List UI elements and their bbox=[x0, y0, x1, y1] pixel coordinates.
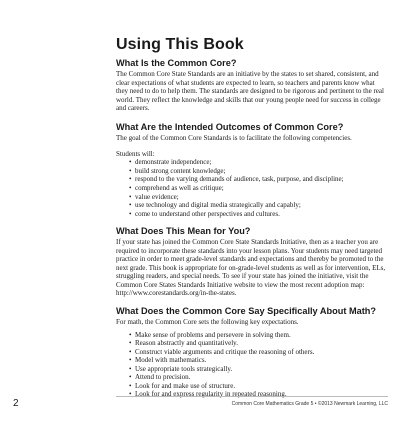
section-body: If your state has joined the Common Core State Standards Initiative, then as a teacher you are required to incorporate these standards into your lesson plans. Your students may need targeted practice in order to meet grade-level standards and expectations and thereby be promoted to the next grade. This book is appropriate for on-grade-level students as well as for intervention, ELs, struggling readers, and special needs. To see if your state has joined the initiative, visit the Common Core States Standards Initiative website to view the most recent adoption map: http://www.corestandards.org/in-the-states. bbox=[116, 238, 386, 298]
list-item bbox=[129, 175, 388, 184]
page-content bbox=[116, 35, 388, 408]
list-item-text: Reason abstractly and quantitatively. bbox=[135, 339, 238, 348]
list-item-text: Attend to precision. bbox=[135, 373, 191, 382]
list-item-text: Make sense of problems and persevere in solving them. bbox=[135, 330, 291, 339]
list-item bbox=[129, 158, 388, 167]
section-heading: What Does This Mean for You? bbox=[116, 226, 251, 237]
list-item bbox=[129, 210, 388, 219]
footer-divider bbox=[116, 396, 388, 397]
bullet-icon: • bbox=[129, 183, 132, 192]
bullet-icon: • bbox=[129, 209, 132, 218]
bullet-icon: • bbox=[129, 347, 132, 356]
section-body: The goal of the Common Core Standards is to facilitate the following competencies. bbox=[116, 134, 352, 143]
section-heading: What Is the Common Core? bbox=[116, 58, 237, 68]
bullet-icon: • bbox=[129, 373, 132, 382]
list-item-text: Construct viable arguments and critique the reasoning of others. bbox=[135, 347, 315, 356]
math-expectations-list bbox=[116, 331, 388, 399]
section-intended-outcomes bbox=[116, 122, 388, 218]
list-item-text: Model with mathematics. bbox=[135, 356, 207, 365]
bullet-icon: • bbox=[129, 364, 132, 373]
list-item-text: come to understand other perspectives and cultures. bbox=[135, 209, 280, 218]
list-item bbox=[129, 390, 388, 399]
list-item-text: build strong content knowledge; bbox=[135, 166, 226, 175]
outcomes-list bbox=[116, 158, 388, 218]
list-item bbox=[129, 184, 388, 193]
list-item bbox=[129, 373, 388, 382]
list-lead: Students will: bbox=[116, 149, 155, 158]
list-item bbox=[129, 193, 388, 202]
list-item-text: Use appropriate tools strategically. bbox=[135, 364, 233, 373]
bullet-icon: • bbox=[129, 175, 132, 184]
list-item-text: comprehend as well as critique; bbox=[135, 183, 224, 192]
list-item bbox=[129, 201, 388, 210]
footer-credit: Common Core Mathematics Grade 5 • ©2013 Newmark Learning, LLC bbox=[231, 401, 388, 407]
section-heading: What Does the Common Core Say Specifically About Math? bbox=[116, 305, 377, 316]
list-item bbox=[129, 365, 388, 374]
list-item-text: value evidence; bbox=[135, 192, 179, 201]
bullet-icon: • bbox=[129, 192, 132, 201]
bullet-icon: • bbox=[129, 356, 132, 365]
list-item bbox=[129, 331, 388, 340]
list-item-text: Look for and make use of structure. bbox=[135, 381, 236, 390]
bullet-icon: • bbox=[129, 381, 132, 390]
list-item bbox=[129, 348, 388, 357]
section-what-this-means bbox=[116, 226, 388, 298]
section-body: The Common Core State Standards are an initiative by the states to set shared, consistent, and clear expectations of what students are expected to learn, so teachers and parents know what they need to do to help them. The standards are designed to be rigorous and pertinent to the real world. They reflect the knowledge and skills that our young people need for success in college and careers. bbox=[116, 70, 384, 113]
bullet-icon: • bbox=[129, 166, 132, 175]
bullet-icon: • bbox=[129, 158, 132, 167]
section-what-is-common-core bbox=[116, 58, 388, 113]
list-item-text: Look for and express regularity in repeated reasoning. bbox=[135, 390, 287, 399]
list-item-text: use technology and digital media strategically and capably; bbox=[135, 201, 301, 210]
list-item-text: demonstrate independence; bbox=[135, 158, 212, 167]
section-body: For math, the Common Core sets the following key expectations. bbox=[116, 317, 299, 326]
page-title: Using This Book bbox=[116, 36, 244, 53]
list-item-text: respond to the varying demands of audience, task, purpose, and discipline; bbox=[135, 175, 344, 184]
list-item bbox=[129, 356, 388, 365]
list-item bbox=[129, 382, 388, 391]
section-heading: What Are the Intended Outcomes of Common Core? bbox=[116, 122, 344, 133]
bullet-icon: • bbox=[129, 201, 132, 210]
section-math-expectations bbox=[116, 306, 388, 399]
page-number: 2 bbox=[13, 398, 19, 409]
bullet-icon: • bbox=[129, 390, 132, 399]
bullet-icon: • bbox=[129, 330, 132, 339]
list-item bbox=[129, 167, 388, 176]
list-item bbox=[129, 339, 388, 348]
bullet-icon: • bbox=[129, 339, 132, 348]
